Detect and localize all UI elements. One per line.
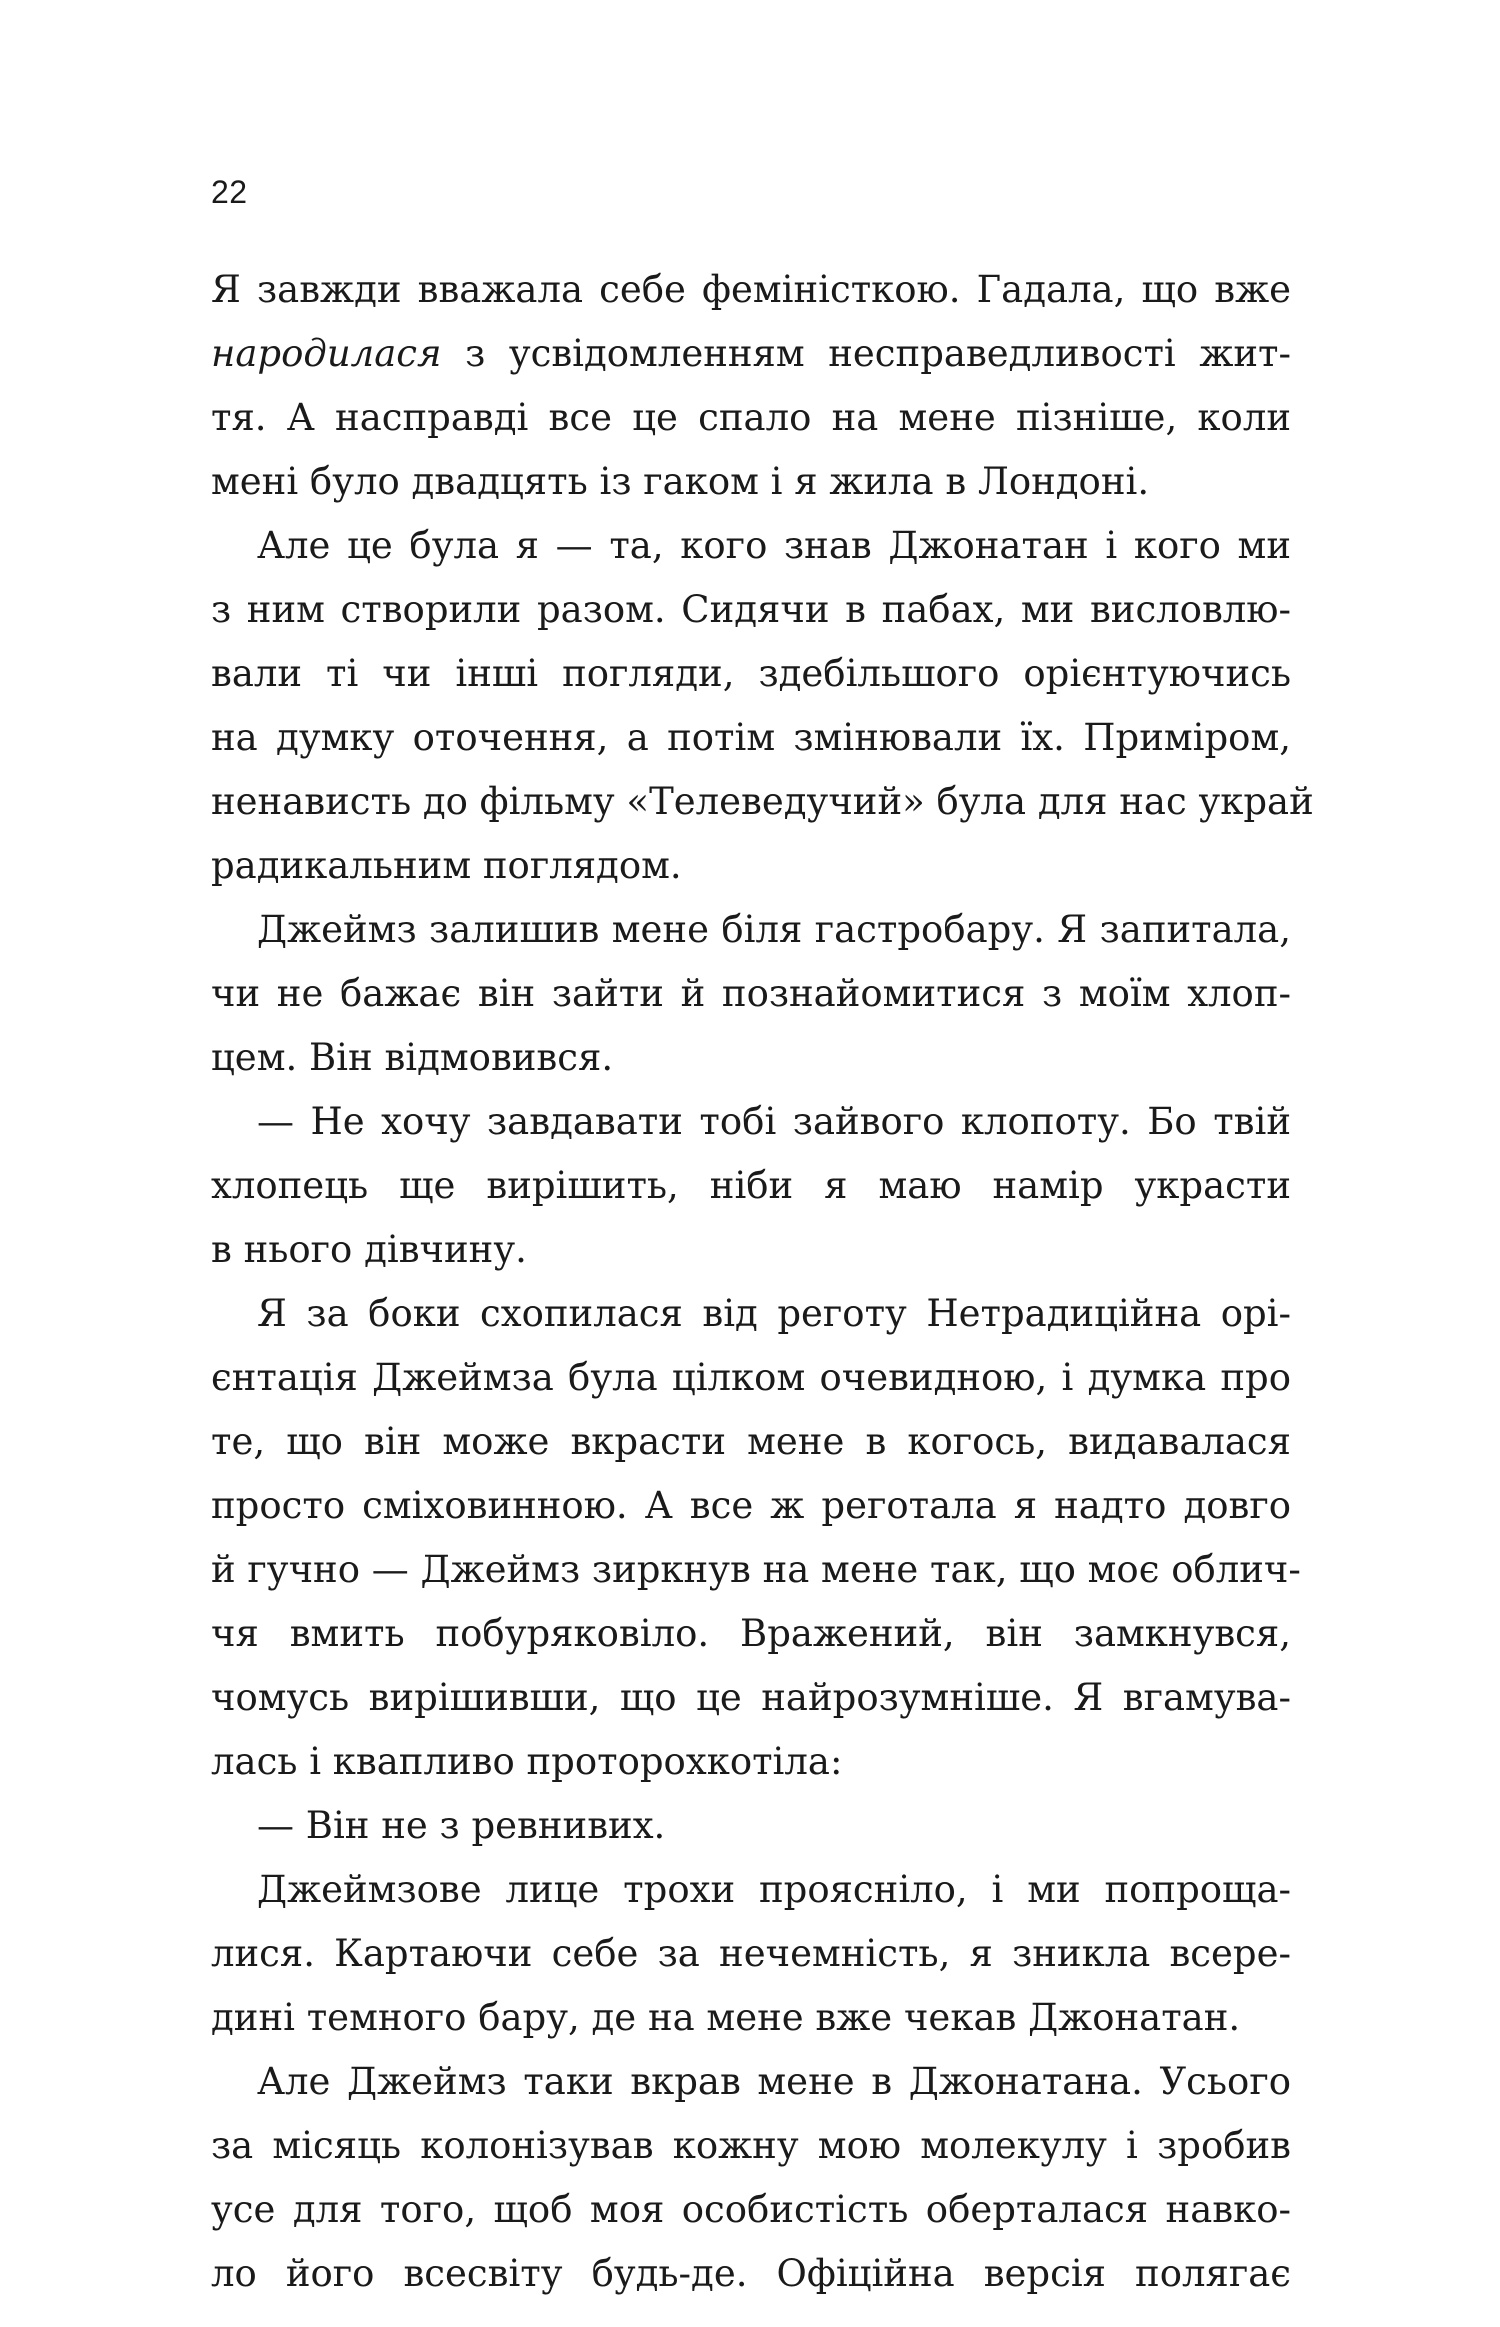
text-line: лися. Картаючи себе за нечемність, я зникла всере- (211, 1932, 1291, 1975)
dialogue-line: — Він не з ревнивих. (257, 1804, 666, 1847)
body-text (211, 258, 1314, 2306)
text-line: з ним створили разом. Сидячи в пабах, ми висловлю- (211, 588, 1291, 631)
text-line: в нього дівчину. (211, 1228, 527, 1271)
text-line: ло його всесвіту будь-де. Офіційна версія полягає (211, 2252, 1291, 2295)
emphasized-word: народилася (211, 332, 442, 375)
text-line-rest: з усвідомленням несправедливості жит- (441, 332, 1291, 375)
paragraph-first-line: Але Джеймз таки вкрав мене в Джонатана. Усього (257, 2060, 1291, 2103)
text-line: чи не бажає він зайти й познайомитися з моїм хлоп- (211, 972, 1291, 1015)
text-line: чомусь вирішивши, що це найрозумніше. Я вгамува- (211, 1676, 1291, 1719)
text-line: мені було двадцять із гаком і я жила в Лондоні. (211, 460, 1150, 503)
text-line: вали ті чи інші погляди, здебільшого орієнтуючись (211, 652, 1291, 695)
paragraph-first-line: Але це була я — та, кого знав Джонатан і кого ми (257, 524, 1291, 567)
dialogue-line: — Не хочу завдавати тобі зайвого клопоту. Бо твій (257, 1100, 1291, 1143)
page-number: 22 (211, 174, 248, 210)
text-line: ненависть до фільму «Телеведучий» була для нас украй (211, 780, 1314, 823)
text-line: хлопець ще вирішить, ніби я маю намір украсти (211, 1164, 1291, 1207)
text-line: на думку оточення, а потім змінювали їх. Приміром, (211, 716, 1291, 759)
paragraph-first-line: Джеймз залишив мене біля гастробару. Я запитала, (257, 908, 1291, 951)
paragraph-first-line: Джеймзове лице трохи проясніло, і ми попроща- (257, 1868, 1291, 1911)
text-line: чя вмить побуряковіло. Вражений, він замкнувся, (211, 1612, 1291, 1655)
text-line: тя. А насправді все це спало на мене пізніше, коли (211, 396, 1291, 439)
text-line: лась і квапливо проторохкотіла: (211, 1740, 843, 1783)
text-line: Я завжди вважала себе феміністкою. Гадала, що вже (211, 268, 1291, 311)
text-line (211, 322, 1291, 386)
text-line: цем. Він відмовився. (211, 1036, 614, 1079)
text-line: усе для того, щоб моя особистість оберталася навко- (211, 2188, 1291, 2231)
text-line: дині темного бару, де на мене вже чекав Джонатан. (211, 1996, 1241, 2039)
text-line: й гучно — Джеймз зиркнув на мене так, що моє облич- (211, 1548, 1301, 1591)
paragraph-first-line: Я за боки схопилася від реготу Нетрадиційна орі- (257, 1292, 1291, 1335)
text-line: те, що він може вкрасти мене в когось, видавалася (211, 1420, 1291, 1463)
text-line: за місяць колонізував кожну мою молекулу і зробив (211, 2124, 1291, 2167)
text-line: радикальним поглядом. (211, 844, 682, 887)
text-line: єнтація Джеймза була цілком очевидною, і думка про (211, 1356, 1291, 1399)
text-line: просто сміховинною. А все ж реготала я надто довго (211, 1484, 1291, 1527)
